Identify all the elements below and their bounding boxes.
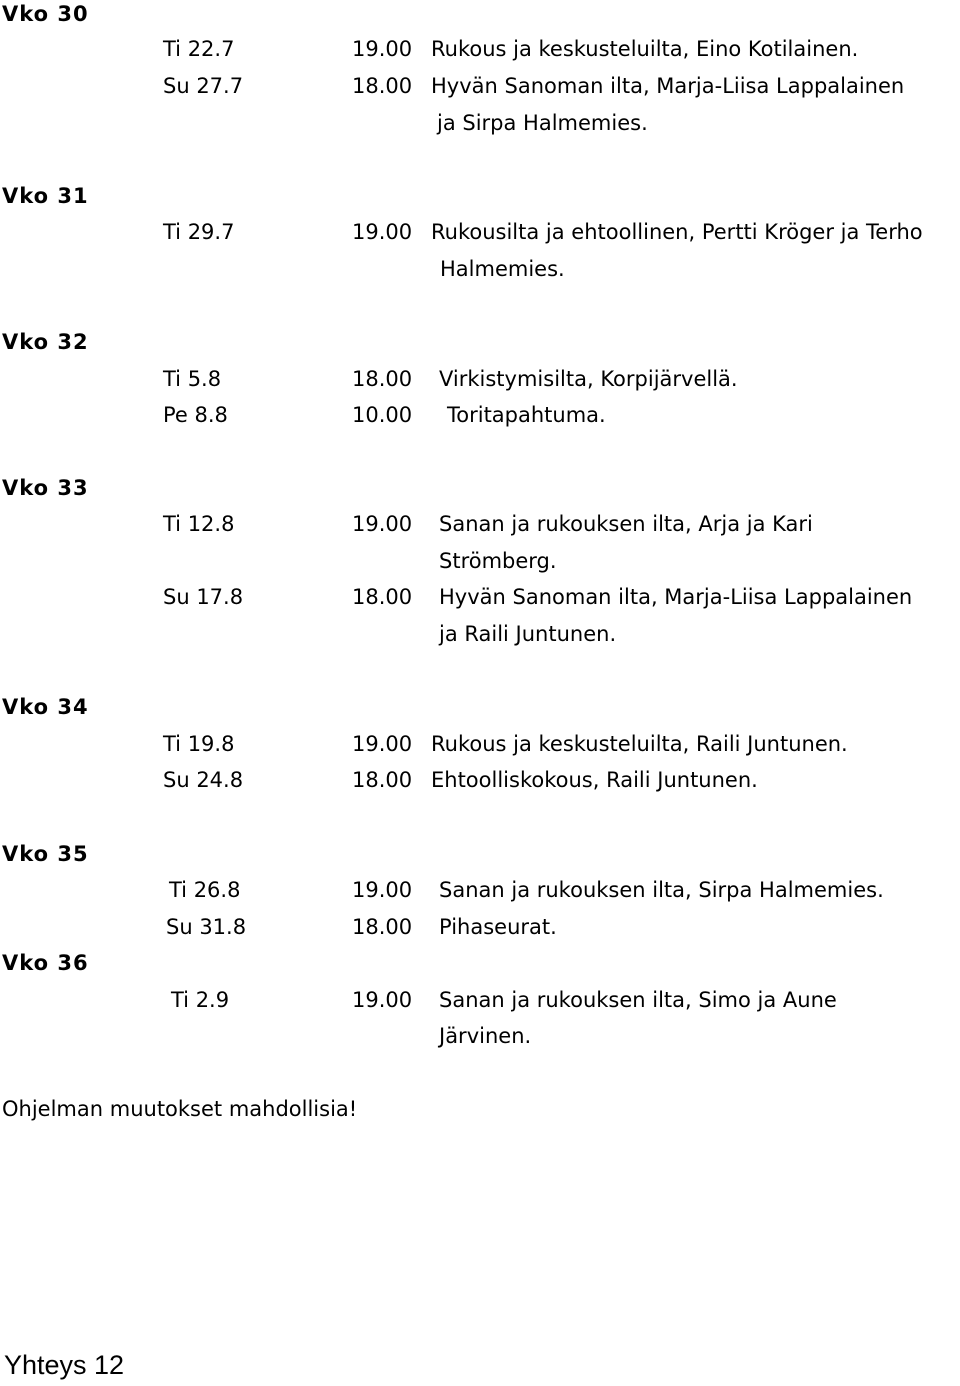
event-time: 19.00 <box>352 878 413 902</box>
event-description: Sanan ja rukouksen ilta, Simo ja Aune <box>439 988 837 1012</box>
event-description: Sanan ja rukouksen ilta, Sirpa Halmemies. <box>439 878 884 902</box>
week-heading-35: Vko 35 <box>2 842 89 866</box>
event-day: Ti 22.7 <box>163 37 235 61</box>
event-time: 18.00 <box>352 915 413 939</box>
event-description: Rukous ja keskusteluilta, Eino Kotilainen. <box>431 37 859 61</box>
week-heading-36: Vko 36 <box>2 951 89 975</box>
event-day: Ti 19.8 <box>163 732 235 756</box>
event-time: 18.00 <box>352 367 413 391</box>
week-heading-32: Vko 32 <box>2 330 89 354</box>
page-footer: Yhteys 12 <box>4 1350 125 1380</box>
week-heading-31: Vko 31 <box>2 184 89 208</box>
event-description-continued: ja Sirpa Halmemies. <box>437 111 648 135</box>
event-day: Su 27.7 <box>163 74 244 98</box>
event-description-continued: Strömberg. <box>439 549 557 573</box>
week-heading-30: Vko 30 <box>2 2 89 26</box>
event-day: Pe 8.8 <box>163 403 228 427</box>
event-description: Pihaseurat. <box>439 915 557 939</box>
event-day: Ti 2.9 <box>171 988 230 1012</box>
event-description: Rukousilta ja ehtoollinen, Pertti Kröger ja Terho <box>431 220 923 244</box>
event-day: Ti 26.8 <box>169 878 241 902</box>
event-time: 18.00 <box>352 585 413 609</box>
event-day: Ti 12.8 <box>163 512 235 536</box>
event-time: 19.00 <box>352 732 413 756</box>
event-time: 18.00 <box>352 74 413 98</box>
event-time: 10.00 <box>352 403 413 427</box>
event-description-continued: Halmemies. <box>440 257 565 281</box>
event-day: Su 24.8 <box>163 768 244 792</box>
event-description: Virkistymisilta, Korpijärvellä. <box>439 367 738 391</box>
week-heading-34: Vko 34 <box>2 695 89 719</box>
event-time: 19.00 <box>352 988 413 1012</box>
event-description: Ehtoolliskokous, Raili Juntunen. <box>431 768 758 792</box>
event-time: 19.00 <box>352 37 413 61</box>
event-day: Ti 29.7 <box>163 220 235 244</box>
event-description-continued: ja Raili Juntunen. <box>439 622 617 646</box>
event-description: Hyvän Sanoman ilta, Marja-Liisa Lappalainen <box>439 585 913 609</box>
event-day: Ti 5.8 <box>163 367 222 391</box>
event-time: 19.00 <box>352 512 413 536</box>
event-description: Rukous ja keskusteluilta, Raili Juntunen. <box>431 732 848 756</box>
event-description: Hyvän Sanoman ilta, Marja-Liisa Lappalainen <box>431 74 905 98</box>
event-description: Toritapahtuma. <box>447 403 606 427</box>
week-heading-33: Vko 33 <box>2 476 89 500</box>
event-day: Su 17.8 <box>163 585 244 609</box>
event-description: Sanan ja rukouksen ilta, Arja ja Kari <box>439 512 813 536</box>
event-time: 18.00 <box>352 768 413 792</box>
event-description-continued: Järvinen. <box>439 1024 532 1048</box>
schedule-change-notice: Ohjelman muutokset mahdollisia! <box>2 1097 358 1121</box>
event-day: Su 31.8 <box>166 915 247 939</box>
event-time: 19.00 <box>352 220 413 244</box>
